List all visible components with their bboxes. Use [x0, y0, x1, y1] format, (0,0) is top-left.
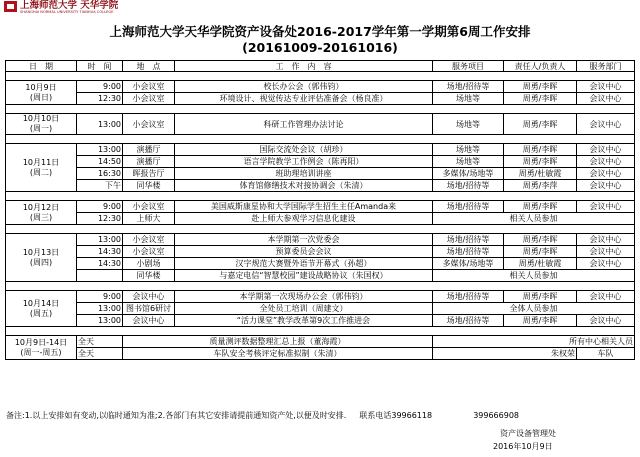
table-row	[6, 168, 635, 180]
date-label: 10月14日	[22, 298, 60, 308]
content-cell: 体育馆修缮技术对接协调会（朱清）	[175, 180, 433, 192]
service-cell: 场地等	[433, 114, 504, 135]
content-cell: 车队安全考核评定标准拟制（朱清）	[123, 348, 433, 360]
time-cell: 9:00	[77, 201, 123, 213]
content-cell: 本学期第一次现场办公会（郭伟钧）	[175, 291, 433, 303]
weekday-label: (周一-周五)	[20, 347, 62, 357]
dept-cell: 会议中心	[577, 315, 635, 327]
date-cell	[6, 201, 77, 225]
content-cell: 校长办公会（郭伟钧）	[175, 81, 433, 93]
service-cell: 场地/招待等	[433, 180, 504, 192]
date-label: 10月9日	[25, 82, 57, 92]
separator-cell	[6, 192, 635, 201]
place-cell: 同华楼	[123, 180, 175, 192]
issue-date: 2016年10月9日	[493, 442, 553, 451]
date-cell	[6, 81, 77, 105]
separator-row	[6, 105, 635, 114]
time-cell: 13:00	[77, 144, 123, 156]
date-label: 10月11日	[22, 157, 60, 167]
separator-cell	[6, 225, 635, 234]
time-cell: 13:00	[77, 114, 123, 135]
date-label: 10月9日-14日	[14, 337, 68, 347]
table-row	[6, 201, 635, 213]
date-label: 10月10日	[22, 114, 60, 123]
page-subtitle: (20161009-20161016)	[242, 40, 398, 55]
place-cell: 小会议室	[123, 114, 175, 135]
college-logo	[4, 0, 264, 14]
time-cell: 16:30	[77, 168, 123, 180]
content-cell: 汉字规范大赛暨外语节开幕式（孙超）	[175, 258, 433, 270]
content-cell: 班助理培训讲座	[175, 168, 433, 180]
person-cell: 周勇/李晖	[504, 201, 577, 213]
dept-cell: 会议中心	[577, 246, 635, 258]
dept-cell: 会议中心	[577, 168, 635, 180]
person-cell: 相关人员参加	[433, 213, 635, 225]
dept-cell: 会议中心	[577, 114, 635, 135]
weekday-label: (周二)	[29, 167, 53, 177]
separator-cell	[6, 105, 635, 114]
person-cell: 周勇/杜敏霞	[504, 258, 577, 270]
service-cell: 场地/招待等	[433, 291, 504, 303]
person-cell: 周勇/李萍	[504, 180, 577, 192]
dept-cell: 会议中心	[577, 144, 635, 156]
table-row	[6, 348, 635, 360]
schedule-table	[5, 60, 635, 360]
dept-cell: 车队	[577, 348, 635, 360]
time-cell	[77, 270, 123, 282]
dept-cell: 会议中心	[577, 180, 635, 192]
person-cell: 全体人员参加	[433, 303, 635, 315]
place-cell: 演播厅	[123, 144, 175, 156]
separator-row	[6, 225, 635, 234]
content-cell: 赴上师大参观学习信息化建设	[175, 213, 433, 225]
time-cell: 12:30	[77, 213, 123, 225]
dept-cell: 会议中心	[577, 234, 635, 246]
footer-note	[6, 410, 519, 421]
time-cell: 9:00	[77, 81, 123, 93]
column-header: 服务项目	[433, 61, 504, 72]
content-cell: 全处员工培训（周建文）	[175, 303, 433, 315]
place-cell: 晖报告厅	[123, 168, 175, 180]
separator-cell	[6, 135, 635, 144]
separator-row	[6, 282, 635, 291]
dept-cell: 会议中心	[577, 291, 635, 303]
service-cell: 场地等	[433, 93, 504, 105]
date-cell	[6, 291, 77, 327]
person-cell: 周勇/李晖	[504, 234, 577, 246]
content-cell: “活力课堂”教学改革第9次工作推进会	[175, 315, 433, 327]
column-header: 日 期	[6, 61, 77, 72]
time-cell: 14:50	[77, 156, 123, 168]
person-cell: 周勇/李晖	[504, 291, 577, 303]
time-cell: 12:30	[77, 93, 123, 105]
person-cell: 周勇/李晖	[504, 114, 577, 135]
weekday-label: (周五)	[29, 308, 53, 318]
dept-cell: 会议中心	[577, 201, 635, 213]
service-cell: 多媒体/场地等	[433, 168, 504, 180]
logo-english-name: SHANGHAI NORMAL UNIVERSITY TIANHUA COLLEGE	[20, 10, 114, 14]
column-header: 工 作 内 容	[175, 61, 433, 72]
weekday-label: (周日)	[29, 92, 53, 102]
page-title: 上海师范大学天华学院资产设备处2016-2017学年第一学期第6周工作安排	[109, 24, 531, 39]
service-cell: 场地/招待等	[433, 81, 504, 93]
person-cell: 周勇/李晖	[504, 156, 577, 168]
person-cell: 周勇/李晖	[504, 315, 577, 327]
logo-name: 上海师范大学 天华学院	[20, 0, 119, 11]
column-header: 时 间	[77, 61, 123, 72]
separator-cell	[6, 282, 635, 291]
separator-cell	[6, 72, 635, 81]
content-cell: 与嘉定电信“智慧校园”建设战略协议（朱国权）	[175, 270, 433, 282]
place-cell: 小会议室	[123, 246, 175, 258]
service-cell: 朱权荣	[433, 348, 577, 360]
table-row	[6, 246, 635, 258]
place-cell: 小会议室	[123, 201, 175, 213]
table-row	[6, 114, 635, 135]
dept-cell: 会议中心	[577, 156, 635, 168]
service-cell: 场地等	[433, 156, 504, 168]
person-cell: 周勇/李晖	[504, 144, 577, 156]
content-cell: 质量测评数据整理汇总上报（董海霞）	[123, 336, 433, 348]
place-cell: 小会议室	[123, 81, 175, 93]
table-row	[6, 81, 635, 93]
person-cell: 周勇/李晖	[504, 93, 577, 105]
time-cell: 全天	[77, 336, 123, 348]
time-cell: 13:00	[77, 315, 123, 327]
date-cell	[6, 336, 77, 360]
column-header: 服务部门	[577, 61, 635, 72]
column-header: 地 点	[123, 61, 175, 72]
person-cell: 周勇/杜敏霞	[504, 168, 577, 180]
column-header: 责任人/负责人	[504, 61, 577, 72]
contact-phone: 联系电话39966118	[359, 411, 433, 420]
time-cell: 全天	[77, 348, 123, 360]
table-row	[6, 234, 635, 246]
content-cell: 科研工作管理办法讨论	[175, 114, 433, 135]
place-cell: 演播厅	[123, 156, 175, 168]
dept-cell: 会议中心	[577, 81, 635, 93]
time-cell: 14:30	[77, 246, 123, 258]
note-text: 备注:1.以上安排如有变动,以临时通知为准;2.各部门有其它安排请提前通知资产处,以便及时安排.	[6, 411, 347, 420]
table-row	[6, 270, 635, 282]
place-cell: 小会议室	[123, 234, 175, 246]
time-cell: 13:00	[77, 234, 123, 246]
content-cell: 环境设计、视觉传达专业评估准备会（杨良准）	[175, 93, 433, 105]
service-cell: 场地/招待等	[433, 315, 504, 327]
service-cell: 场地/招待等	[433, 246, 504, 258]
place-cell: 图书馆6研讨	[123, 303, 175, 315]
date-cell	[6, 114, 77, 135]
dept-cell: 会议中心	[577, 258, 635, 270]
place-cell: 小会议室	[123, 93, 175, 105]
time-cell: 下午	[77, 180, 123, 192]
place-cell: 小剧场	[123, 258, 175, 270]
date-cell	[6, 144, 77, 192]
separator-row	[6, 135, 635, 144]
separator-cell	[6, 327, 635, 336]
weekday-label: (周一)	[29, 124, 53, 133]
table-row	[6, 93, 635, 105]
table-row	[6, 303, 635, 315]
person-cell: 所有中心相关人员	[433, 336, 635, 348]
issuer-name: 资产设备管理处	[500, 429, 556, 438]
date-label: 10月12日	[22, 202, 60, 212]
service-cell: 场地等	[433, 144, 504, 156]
content-cell: 国际交流处会议（胡珍）	[175, 144, 433, 156]
person-cell: 周勇/李晖	[504, 81, 577, 93]
table-row	[6, 144, 635, 156]
time-cell: 14:30	[77, 258, 123, 270]
table-row	[6, 336, 635, 348]
table-row	[6, 180, 635, 192]
content-cell: 预算委员会会议	[175, 246, 433, 258]
table-row	[6, 156, 635, 168]
date-cell	[6, 234, 77, 282]
person-cell: 周勇/李晖	[504, 246, 577, 258]
place-cell: 会议中心	[123, 291, 175, 303]
separator-row	[6, 327, 635, 336]
place-cell: 同华楼	[123, 270, 175, 282]
date-label: 10月13日	[22, 247, 60, 257]
content-cell: 语言学院教学工作例会（陈再阳）	[175, 156, 433, 168]
weekday-label: (周四)	[29, 257, 53, 267]
separator-row	[6, 72, 635, 81]
content-cell: 美国威斯康星协和大学国际学生招生主任Amanda来	[175, 201, 433, 213]
table-row	[6, 315, 635, 327]
table-header-row	[6, 61, 635, 72]
contact-phone-2: 399666908	[473, 411, 519, 420]
place-cell: 上师大	[123, 213, 175, 225]
weekday-label: (周三)	[29, 212, 53, 222]
person-cell: 相关人员参加	[433, 270, 635, 282]
separator-row	[6, 192, 635, 201]
table-row	[6, 291, 635, 303]
table-row	[6, 258, 635, 270]
time-cell: 13:00	[77, 303, 123, 315]
place-cell: 会议中心	[123, 315, 175, 327]
service-cell: 场地/招待等	[433, 234, 504, 246]
dept-cell: 会议中心	[577, 93, 635, 105]
table-row	[6, 213, 635, 225]
time-cell: 9:00	[77, 291, 123, 303]
college-emblem-icon	[4, 1, 17, 12]
service-cell: 多媒体/场地等	[433, 258, 504, 270]
content-cell: 本学期第一次党委会	[175, 234, 433, 246]
service-cell: 场地/招待等	[433, 201, 504, 213]
